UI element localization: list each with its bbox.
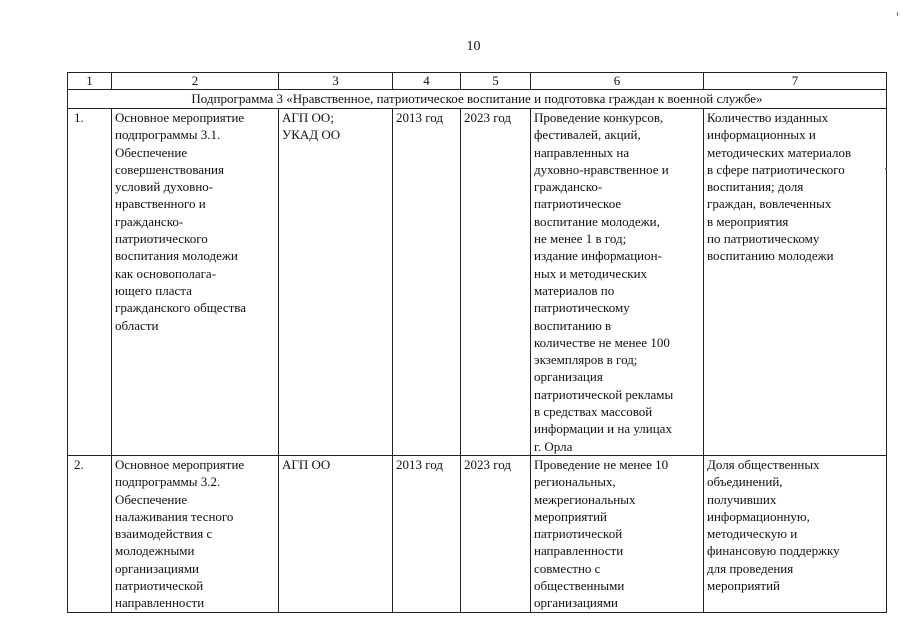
column-number-row <box>68 73 887 90</box>
result-cell: Проведение конкурсов, фестивалей, акций, направленных на духовно-нравственное и гражданско- патриотическое воспитание молодежи, не менее 1 в год; издание информацион- ных и методических материалов по патриотическому воспитанию в количестве не менее 100 экземпляров в год; организация патриотической рекламы в средствах массовой информации и на улицах г. Орла <box>531 109 704 456</box>
start-year-cell: 2013 год <box>393 455 461 612</box>
scan-speck <box>897 12 898 16</box>
indicator-cell: Количество изданных информационных и методических материалов в сфере патриотического воспитания; доля граждан, вовлеченных в мероприятия по патриотическому воспитанию молодежи <box>704 109 887 456</box>
subprogram-row <box>68 90 887 109</box>
measures-table <box>67 72 887 613</box>
measure-cell: Основное мероприятие подпрограммы 3.2. Обеспечение налаживания тесного взаимодействия с молодежными организациями патриотической направленности <box>112 455 279 612</box>
scan-speck <box>885 168 887 170</box>
column-header: 5 <box>461 73 531 90</box>
subprogram-title: Подпрограмма 3 «Нравственное, патриотическое воспитание и подготовка граждан к военной службе» <box>68 90 887 109</box>
row-number: 2. <box>68 455 112 612</box>
end-year-cell: 2023 год <box>461 455 531 612</box>
column-header: 7 <box>704 73 887 90</box>
table-row <box>68 455 887 612</box>
column-header: 2 <box>112 73 279 90</box>
start-year-cell: 2013 год <box>393 109 461 456</box>
executor-cell: АГП ОО; УКАД ОО <box>279 109 393 456</box>
measure-cell: Основное мероприятие подпрограммы 3.1. Обеспечение совершенствования условий духовно- нравственного и гражданско- патриотического воспитания молодежи как основополага- ющего пласта гражданского общества области <box>112 109 279 456</box>
column-header: 6 <box>531 73 704 90</box>
result-cell: Проведение не менее 10 региональных, межрегиональных мероприятий патриотической направленности совместно с общественными организациями <box>531 455 704 612</box>
executor-cell: АГП ОО <box>279 455 393 612</box>
column-header: 3 <box>279 73 393 90</box>
table-row <box>68 109 887 456</box>
row-number: 1. <box>68 109 112 456</box>
end-year-cell: 2023 год <box>461 109 531 456</box>
column-header: 1 <box>68 73 112 90</box>
page-number: 10 <box>466 39 481 54</box>
indicator-cell: Доля общественных объединений, получивших информационную, методическую и финансовую поддержку для проведения мероприятий <box>704 455 887 612</box>
column-header: 4 <box>393 73 461 90</box>
